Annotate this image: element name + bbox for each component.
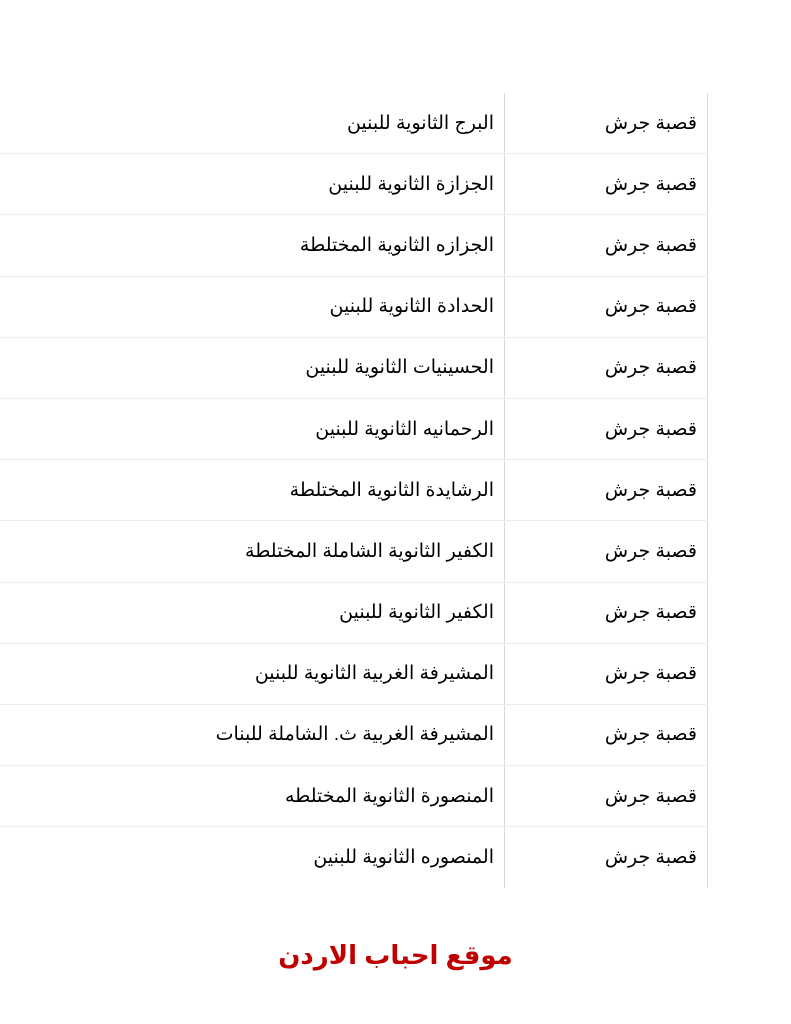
district-cell: قصبة جرش [504, 338, 708, 398]
district-cell: قصبة جرش [504, 766, 708, 826]
school-name-cell: المنصورة الثانوية المختلطه [284, 785, 494, 807]
school-name-cell: الكفير الثانوية الشاملة المختلطة [245, 540, 494, 562]
district-cell: قصبة جرش [504, 93, 708, 153]
district-cell: قصبة جرش [504, 460, 708, 520]
table-row [0, 644, 708, 705]
table-row [0, 705, 708, 766]
school-name-cell: المشيرفة الغربية ث. الشاملة للبنات [215, 724, 494, 746]
table-row [0, 338, 708, 399]
school-name-cell: الحدادة الثانوية للبنين [329, 296, 494, 318]
table-row [0, 215, 708, 276]
district-cell: قصبة جرش [504, 827, 708, 888]
table-row [0, 766, 708, 827]
table-row [0, 460, 708, 521]
district-cell: قصبة جرش [504, 521, 708, 581]
footer [0, 940, 791, 971]
district-cell: قصبة جرش [504, 705, 708, 765]
schools-table [0, 93, 708, 888]
school-name-cell: المنصوره الثانوية للبنين [313, 847, 494, 869]
table-row [0, 93, 708, 154]
table-row [0, 583, 708, 644]
school-name-cell: الحسينيات الثانوية للبنين [305, 357, 494, 379]
district-cell: قصبة جرش [504, 277, 708, 337]
school-name-cell: الجزازه الثانوية المختلطة [299, 234, 494, 256]
school-name-cell: الرحمانيه الثانوية للبنين [315, 418, 494, 440]
school-name-cell: البرج الثانوية للبنين [346, 112, 494, 134]
district-cell: قصبة جرش [504, 154, 708, 214]
school-name-cell: الكفير الثانوية للبنين [339, 602, 494, 624]
school-name-cell: الرشايدة الثانوية المختلطة [289, 479, 494, 501]
table-row [0, 277, 708, 338]
district-cell: قصبة جرش [504, 644, 708, 704]
district-cell: قصبة جرش [504, 583, 708, 643]
district-cell: قصبة جرش [504, 399, 708, 459]
table-row [0, 154, 708, 215]
school-name-cell: الجزازة الثانوية للبنين [328, 173, 494, 195]
site-name: موقع احباب الاردن [278, 940, 513, 970]
school-name-cell: المشيرفة الغربية الثانوية للبنين [254, 663, 494, 685]
table-row [0, 399, 708, 460]
district-cell: قصبة جرش [504, 215, 708, 275]
table-row [0, 521, 708, 582]
table-row [0, 827, 708, 888]
